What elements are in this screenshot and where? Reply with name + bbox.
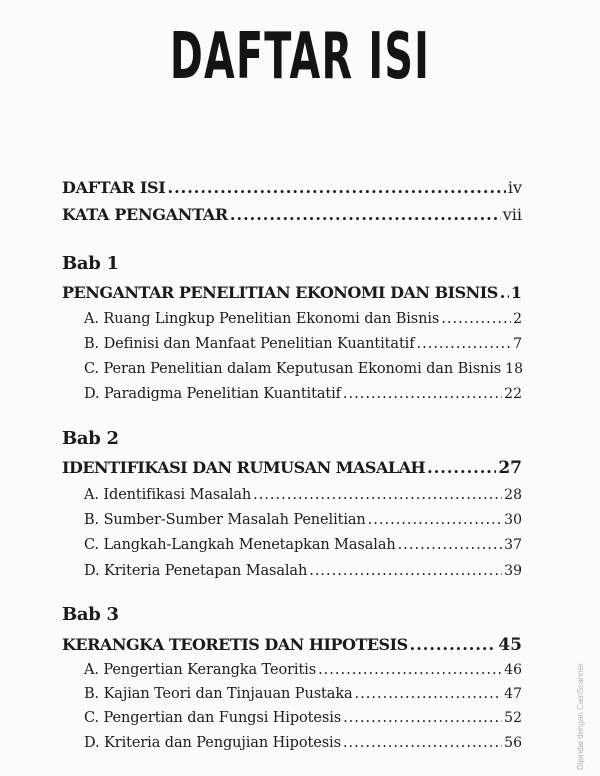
- toc-item-1b[interactable]: [84, 336, 522, 352]
- toc-item-page: 18: [505, 361, 523, 377]
- toc-item-1c[interactable]: [84, 361, 522, 377]
- toc-item-page: 46: [504, 662, 522, 678]
- toc-item-1d[interactable]: [84, 386, 522, 402]
- leader-dots: [441, 311, 511, 327]
- chapter-title-1[interactable]: [62, 283, 522, 302]
- leader-dots: [398, 537, 503, 553]
- chapter-heading-bab-2: Bab 2: [62, 428, 119, 449]
- toc-entry-daftar-isi[interactable]: [62, 178, 522, 197]
- leader-dots: [417, 336, 512, 352]
- toc-item-label: D. Kriteria Penetapan Masalah: [84, 563, 308, 579]
- toc-item-label: C. Pengertian dan Fungsi Hipotesis: [84, 710, 342, 726]
- toc-entry-label: DAFTAR ISI: [62, 178, 166, 197]
- toc-item-page: 7: [513, 336, 522, 352]
- leader-dots: [253, 487, 502, 503]
- toc-item-3a[interactable]: [84, 662, 522, 678]
- chapter-page: 45: [498, 635, 522, 655]
- toc-item-3c[interactable]: [84, 710, 522, 726]
- toc-item-page: 56: [504, 735, 522, 751]
- toc-item-label: B. Kajian Teori dan Tinjauan Pustaka: [84, 686, 353, 702]
- toc-item-1a[interactable]: [84, 311, 522, 327]
- toc-item-page: 37: [504, 537, 522, 553]
- leader-dots: [168, 178, 506, 197]
- toc-item-2c[interactable]: [84, 537, 522, 553]
- leader-dots: [343, 710, 502, 726]
- toc-entry-page: iv: [507, 178, 522, 197]
- leader-dots: [355, 686, 503, 702]
- toc-item-label: C. Langkah-Langkah Menetapkan Masalah: [84, 537, 396, 553]
- toc-item-page: 47: [504, 686, 522, 702]
- toc-item-label: B. Sumber-Sumber Masalah Penelitian: [84, 512, 366, 528]
- toc-item-label: D. Kriteria dan Pengujian Hipotesis: [84, 735, 341, 751]
- leader-dots: [343, 386, 502, 402]
- chapter-heading-bab-1: Bab 1: [62, 253, 119, 274]
- toc-item-2b[interactable]: [84, 512, 522, 528]
- toc-item-label: A. Pengertian Kerangka Teoritis: [84, 662, 317, 678]
- chapter-title-2[interactable]: [62, 458, 522, 478]
- toc-item-2a[interactable]: [84, 487, 522, 503]
- toc-item-page: 52: [504, 710, 522, 726]
- toc-item-label: B. Definisi dan Manfaat Penelitian Kuantitatif: [84, 336, 415, 352]
- chapter-title-3[interactable]: [62, 635, 522, 655]
- chapter-title-label: PENGANTAR PENELITIAN EKONOMI DAN BISNIS: [62, 283, 498, 302]
- toc-entry-kata-pengantar[interactable]: [62, 205, 522, 224]
- toc-entry-page: vii: [502, 205, 522, 224]
- toc-item-label: D. Paradigma Penelitian Kuantitatif: [84, 386, 341, 402]
- toc-item-label: C. Peran Penelitian dalam Keputusan Ekonomi dan Bisnis: [84, 361, 502, 377]
- leader-dots: [343, 735, 502, 751]
- toc-item-page: 28: [504, 487, 522, 503]
- toc-item-2d[interactable]: [84, 563, 522, 579]
- toc-item-page: 39: [504, 563, 522, 579]
- chapter-heading-bab-3: Bab 3: [62, 604, 119, 625]
- toc-item-page: 22: [504, 386, 522, 402]
- leader-dots: [500, 283, 509, 302]
- leader-dots: [318, 662, 502, 678]
- leader-dots: [309, 563, 502, 579]
- toc-item-label: A. Ruang Lingkup Penelitian Ekonomi dan Bisnis: [84, 311, 440, 327]
- toc-item-page: 30: [504, 512, 522, 528]
- chapter-title-label: KERANGKA TEORETIS DAN HIPOTESIS: [62, 635, 408, 654]
- chapter-page: 1: [510, 283, 522, 302]
- toc-item-page: 2: [513, 311, 522, 327]
- toc-entry-label: KATA PENGANTAR: [62, 205, 228, 224]
- scanner-watermark: Dipindai dengan CamScanner: [576, 663, 585, 770]
- toc-item-3b[interactable]: [84, 686, 522, 702]
- chapter-page: 27: [498, 458, 522, 478]
- leader-dots: [230, 205, 501, 224]
- leader-dots: [368, 512, 503, 528]
- leader-dots: [410, 635, 497, 654]
- chapter-title-label: IDENTIFIKASI DAN RUMUSAN MASALAH: [62, 458, 426, 477]
- toc-item-3d[interactable]: [84, 735, 522, 751]
- leader-dots: [427, 458, 496, 477]
- page-title: DAFTAR ISI: [169, 20, 431, 94]
- toc-item-label: A. Identifikasi Masalah: [84, 487, 252, 503]
